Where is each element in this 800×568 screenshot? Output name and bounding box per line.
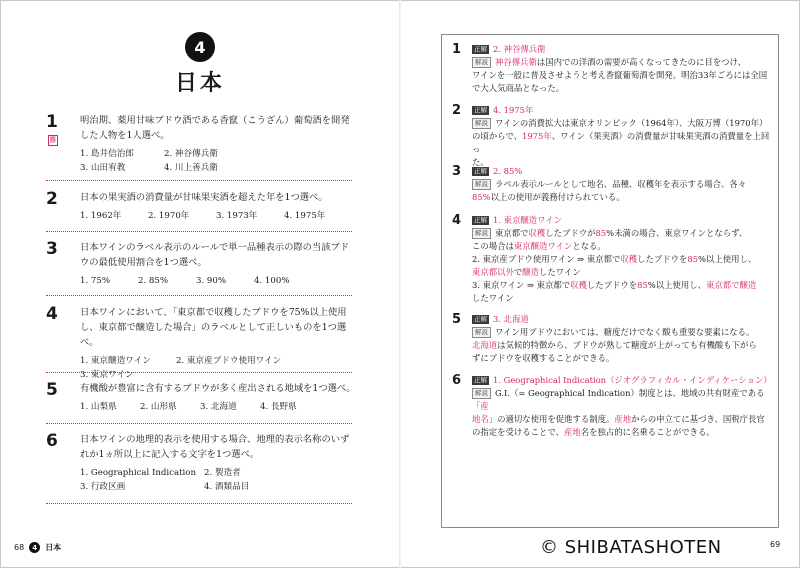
explanation-text: の頃からで、 (472, 131, 522, 141)
chapter-number-badge: 4 (185, 32, 215, 62)
answer-3 (452, 165, 772, 204)
question-5 (46, 381, 356, 414)
choice[interactable]: 2. 東京産ブドウ使用ワイン (176, 356, 282, 366)
explanation-line (472, 352, 772, 365)
choice[interactable]: 1. 島井信治郎 (80, 149, 134, 159)
explanation-line (472, 130, 772, 156)
explanation-tag: 解説 (472, 118, 491, 129)
answer-tag: 正解 (474, 167, 487, 175)
chapter-dot: 4 (29, 542, 40, 553)
question-4 (46, 305, 356, 382)
question-number: 5 (46, 380, 58, 400)
explanation-line (472, 339, 772, 352)
choice[interactable]: 1. Geographical Indication (80, 468, 197, 478)
choice[interactable]: 1. 山梨県 (80, 402, 117, 412)
highlight-text: 東京醸造ワイン (513, 241, 573, 251)
question-stem: 明治期、薬用甘味ブドウ酒である香竄（こうざん）葡萄酒を開発した人物を1人選べ。 (80, 115, 350, 141)
choice[interactable]: 1. 1962年 (80, 211, 122, 221)
explanation-line (472, 279, 772, 292)
answer-5 (452, 313, 772, 365)
explanation-line (472, 240, 772, 253)
explanation-line (472, 191, 772, 204)
explanation-text: 、ワイン（果実酒）の消費量が甘味果実酒の消費量を上回っ (472, 131, 770, 154)
correct-answer: 3. 北海道 (493, 314, 529, 324)
choice[interactable]: 2. 山形県 (140, 402, 177, 412)
question-divider (46, 423, 352, 424)
running-title: 日本 (45, 542, 62, 552)
question-3 (46, 240, 356, 288)
choice[interactable]: 2. 製造者 (204, 468, 241, 478)
question-1 (46, 113, 356, 175)
correct-answer: 2. 神谷傳兵衛 (493, 44, 546, 54)
choice[interactable]: 3. 山田宥教 (80, 163, 126, 173)
explanation-tag: 解説 (472, 228, 491, 239)
explanation-line (472, 69, 772, 82)
explanation-text: は国内での洋酒の需要が高くなってきたのに目をつけ、 (536, 57, 746, 67)
highlight-text: 1975年 (522, 131, 552, 141)
explanation-text: ワインの消費拡大は東京オリンピック（1964年）、大阪万博（1970年） (495, 118, 768, 128)
answer-number: 6 (452, 373, 462, 388)
question-number: 3 (46, 239, 58, 259)
highlight-text: 収穫 (528, 228, 546, 238)
question-2 (46, 190, 356, 223)
question-divider (46, 180, 352, 181)
explanation-line (472, 117, 772, 130)
explanation-text: 2. 東京産ブドウ使用ワイン ⇒ 東京都で (472, 254, 621, 264)
explanation-text: 名を独占的に名乗ることができる。 (580, 427, 715, 437)
answer-number: 1 (452, 42, 462, 57)
correct-answer: 1. 東京醸造ワイン (493, 215, 563, 225)
explanation-line (472, 227, 772, 240)
highlight-text: 85 (595, 228, 607, 238)
highlight-text: 北海道 (472, 340, 498, 350)
correct-answer: 2. 85% (493, 166, 523, 176)
highlight-text: 85% (472, 192, 491, 202)
answer-tag: 正解 (474, 216, 487, 224)
explanation-line (472, 266, 772, 279)
answer-number: 5 (452, 312, 462, 327)
choice[interactable]: 4. 川上善兵衛 (164, 163, 218, 173)
explanation-text: G.I.（= Geographical Indication）制度とは、地域の共有財産である「 (472, 388, 765, 411)
highlight-text: 85 (687, 254, 699, 264)
explanation-text: したワイン (539, 267, 581, 277)
choice[interactable]: 3. 北海道 (200, 402, 237, 412)
question-number: 1 (46, 112, 58, 132)
question-divider (46, 231, 352, 232)
choice[interactable]: 3. 90% (196, 276, 227, 286)
explanation-line (472, 413, 772, 426)
question-6 (46, 432, 356, 494)
highlight-text: 神谷傳兵衛 (495, 57, 537, 67)
question-stem: 日本ワインの地理的表示を使用する場合、地理的表示名称のいずれか1ヵ所以上に記入する文字を1つ選べ。 (80, 434, 350, 460)
highlight-text: 産地 (563, 427, 581, 437)
highlight-text: 東京都で醸造 (706, 280, 757, 290)
question-divider (46, 503, 352, 504)
highlight-text: 収穫 (620, 254, 638, 264)
explanation-line (472, 178, 772, 191)
explanation-text: したブドウを (637, 254, 688, 264)
explanation-text: ラベル表示ルールとして地名、品種、収穫年を表示する場合、各々 (495, 179, 747, 189)
correct-answer: 4. 1975年 (493, 105, 534, 115)
question-stem: 日本ワインのラベル表示のルールで単一品種表示の際の当該ブドウの最低使用割合を1つ選べ。 (80, 242, 350, 268)
explanation-line (472, 426, 772, 439)
explanation-text: は気候的特徴から、ブドウが熟して糖度が上がっても有機酸も下がら (497, 340, 757, 350)
explanation-text: したブドウを (586, 280, 638, 290)
correct-answer: 1. Geographical Indication（ジオグラフィカル・インディケーション） (493, 375, 772, 385)
explanation-text: この場合は (472, 241, 514, 251)
answer-tag: 正解 (474, 106, 487, 114)
explanation-text: 東京都で (495, 228, 529, 238)
choice[interactable]: 3. 行政区画 (80, 482, 126, 492)
answer-number: 2 (452, 103, 462, 118)
explanation-line (472, 253, 772, 266)
highlight-text: 産 (480, 401, 489, 411)
question-divider (46, 295, 352, 296)
question-stem: 日本ワインにおいて、「東京都で収穫したブドウを75%以上使用し、東京都で醸造した場合」のラベルとして正しいものを1つ選べ。 (80, 307, 347, 348)
explanation-text: の指定を受けることで、 (472, 427, 564, 437)
explanation-text: 」の適切な使用を促進する制度。 (488, 414, 615, 424)
explanation-text: %未満の場合、東京ワインとならず、 (606, 228, 748, 238)
choice[interactable]: 3. 東京ワイン (80, 370, 134, 380)
explanation-tag: 解説 (472, 179, 491, 190)
explanation-line (472, 82, 772, 95)
explanation-tag: 解説 (472, 57, 491, 68)
choice[interactable]: 2. 神谷傳兵衛 (164, 149, 218, 159)
choice[interactable]: 1. 東京醸造ワイン (80, 356, 151, 366)
answer-2 (452, 104, 772, 169)
difficulty-mark: 難 (49, 136, 57, 144)
right-page-number: 69 (770, 540, 781, 549)
page-gutter (399, 0, 401, 568)
choice[interactable]: 1. 75% (80, 276, 111, 286)
choice[interactable]: 2. 85% (138, 276, 169, 286)
choice[interactable]: 4. 100% (254, 276, 290, 286)
choice[interactable]: 3. 1973年 (216, 211, 258, 221)
choice[interactable]: 4. 酒類品目 (204, 482, 250, 492)
highlight-text: 収穫 (570, 280, 587, 290)
explanation-line (472, 387, 772, 413)
explanation-text: %以上使用し、 (698, 254, 757, 264)
question-number: 6 (46, 431, 58, 451)
question-stem: 日本の果実酒の消費量が甘味果実酒を超えた年を1つ選べ。 (80, 192, 328, 203)
explanation-text: ワイン用ブドウにおいては、糖度だけでなく酸も重要な要素になる。 (495, 327, 755, 337)
answer-tag: 正解 (474, 45, 487, 53)
explanation-text: ずにブドウを収穫することができる。 (472, 353, 615, 363)
question-divider (46, 372, 352, 373)
explanation-text: で大人気商品となった。 (472, 83, 565, 93)
explanation-text: 以上の使用が義務付けられている。 (490, 192, 625, 202)
choice[interactable]: 4. 長野県 (260, 402, 297, 412)
explanation-tag: 解説 (472, 327, 491, 338)
explanation-text: ワインを一般に普及させようと考え香竄葡萄酒を開発。明治33年ごろには全国 (472, 70, 768, 80)
explanation-tag: 解説 (472, 388, 491, 399)
highlight-text: 地名 (472, 414, 489, 424)
explanation-text: で (513, 267, 523, 277)
explanation-text: 3. 東京ワイン ⇒ 東京都で (472, 280, 571, 290)
question-number: 2 (46, 189, 58, 209)
explanation-line (472, 292, 772, 305)
answer-number: 4 (452, 213, 462, 228)
highlight-text: 醸造 (522, 267, 539, 277)
answer-4 (452, 214, 772, 305)
explanation-text: からの申立てに基づき、国税庁長官 (631, 414, 765, 424)
explanation-line (472, 56, 772, 69)
question-number: 4 (46, 304, 58, 324)
answer-1 (452, 43, 772, 95)
explanation-text: したワイン (472, 293, 514, 303)
left-page-folio (14, 542, 61, 553)
answer-tag: 正解 (474, 315, 487, 323)
explanation-text: た。 (472, 157, 489, 167)
explanation-text: したブドウが (545, 228, 596, 238)
answer-number: 3 (452, 164, 462, 179)
question-stem: 有機酸が豊富に含有するブドウが多く産出される地域を1つ選べ。 (80, 383, 356, 394)
answer-tag: 正解 (474, 376, 487, 384)
explanation-line (472, 326, 772, 339)
answer-6 (452, 374, 772, 439)
copyright-watermark: © SHIBATASHOTEN (540, 537, 722, 558)
choice[interactable]: 4. 1975年 (284, 211, 326, 221)
choice[interactable]: 2. 1970年 (148, 211, 190, 221)
explanation-text: %以上使用し、 (647, 280, 707, 290)
highlight-text: 東京都以外 (472, 267, 514, 277)
highlight-text: 85 (637, 280, 648, 290)
chapter-title: 日本 (174, 70, 225, 96)
page-number: 68 (14, 543, 25, 552)
explanation-text: となる。 (572, 241, 606, 251)
highlight-text: 産地 (614, 414, 632, 424)
